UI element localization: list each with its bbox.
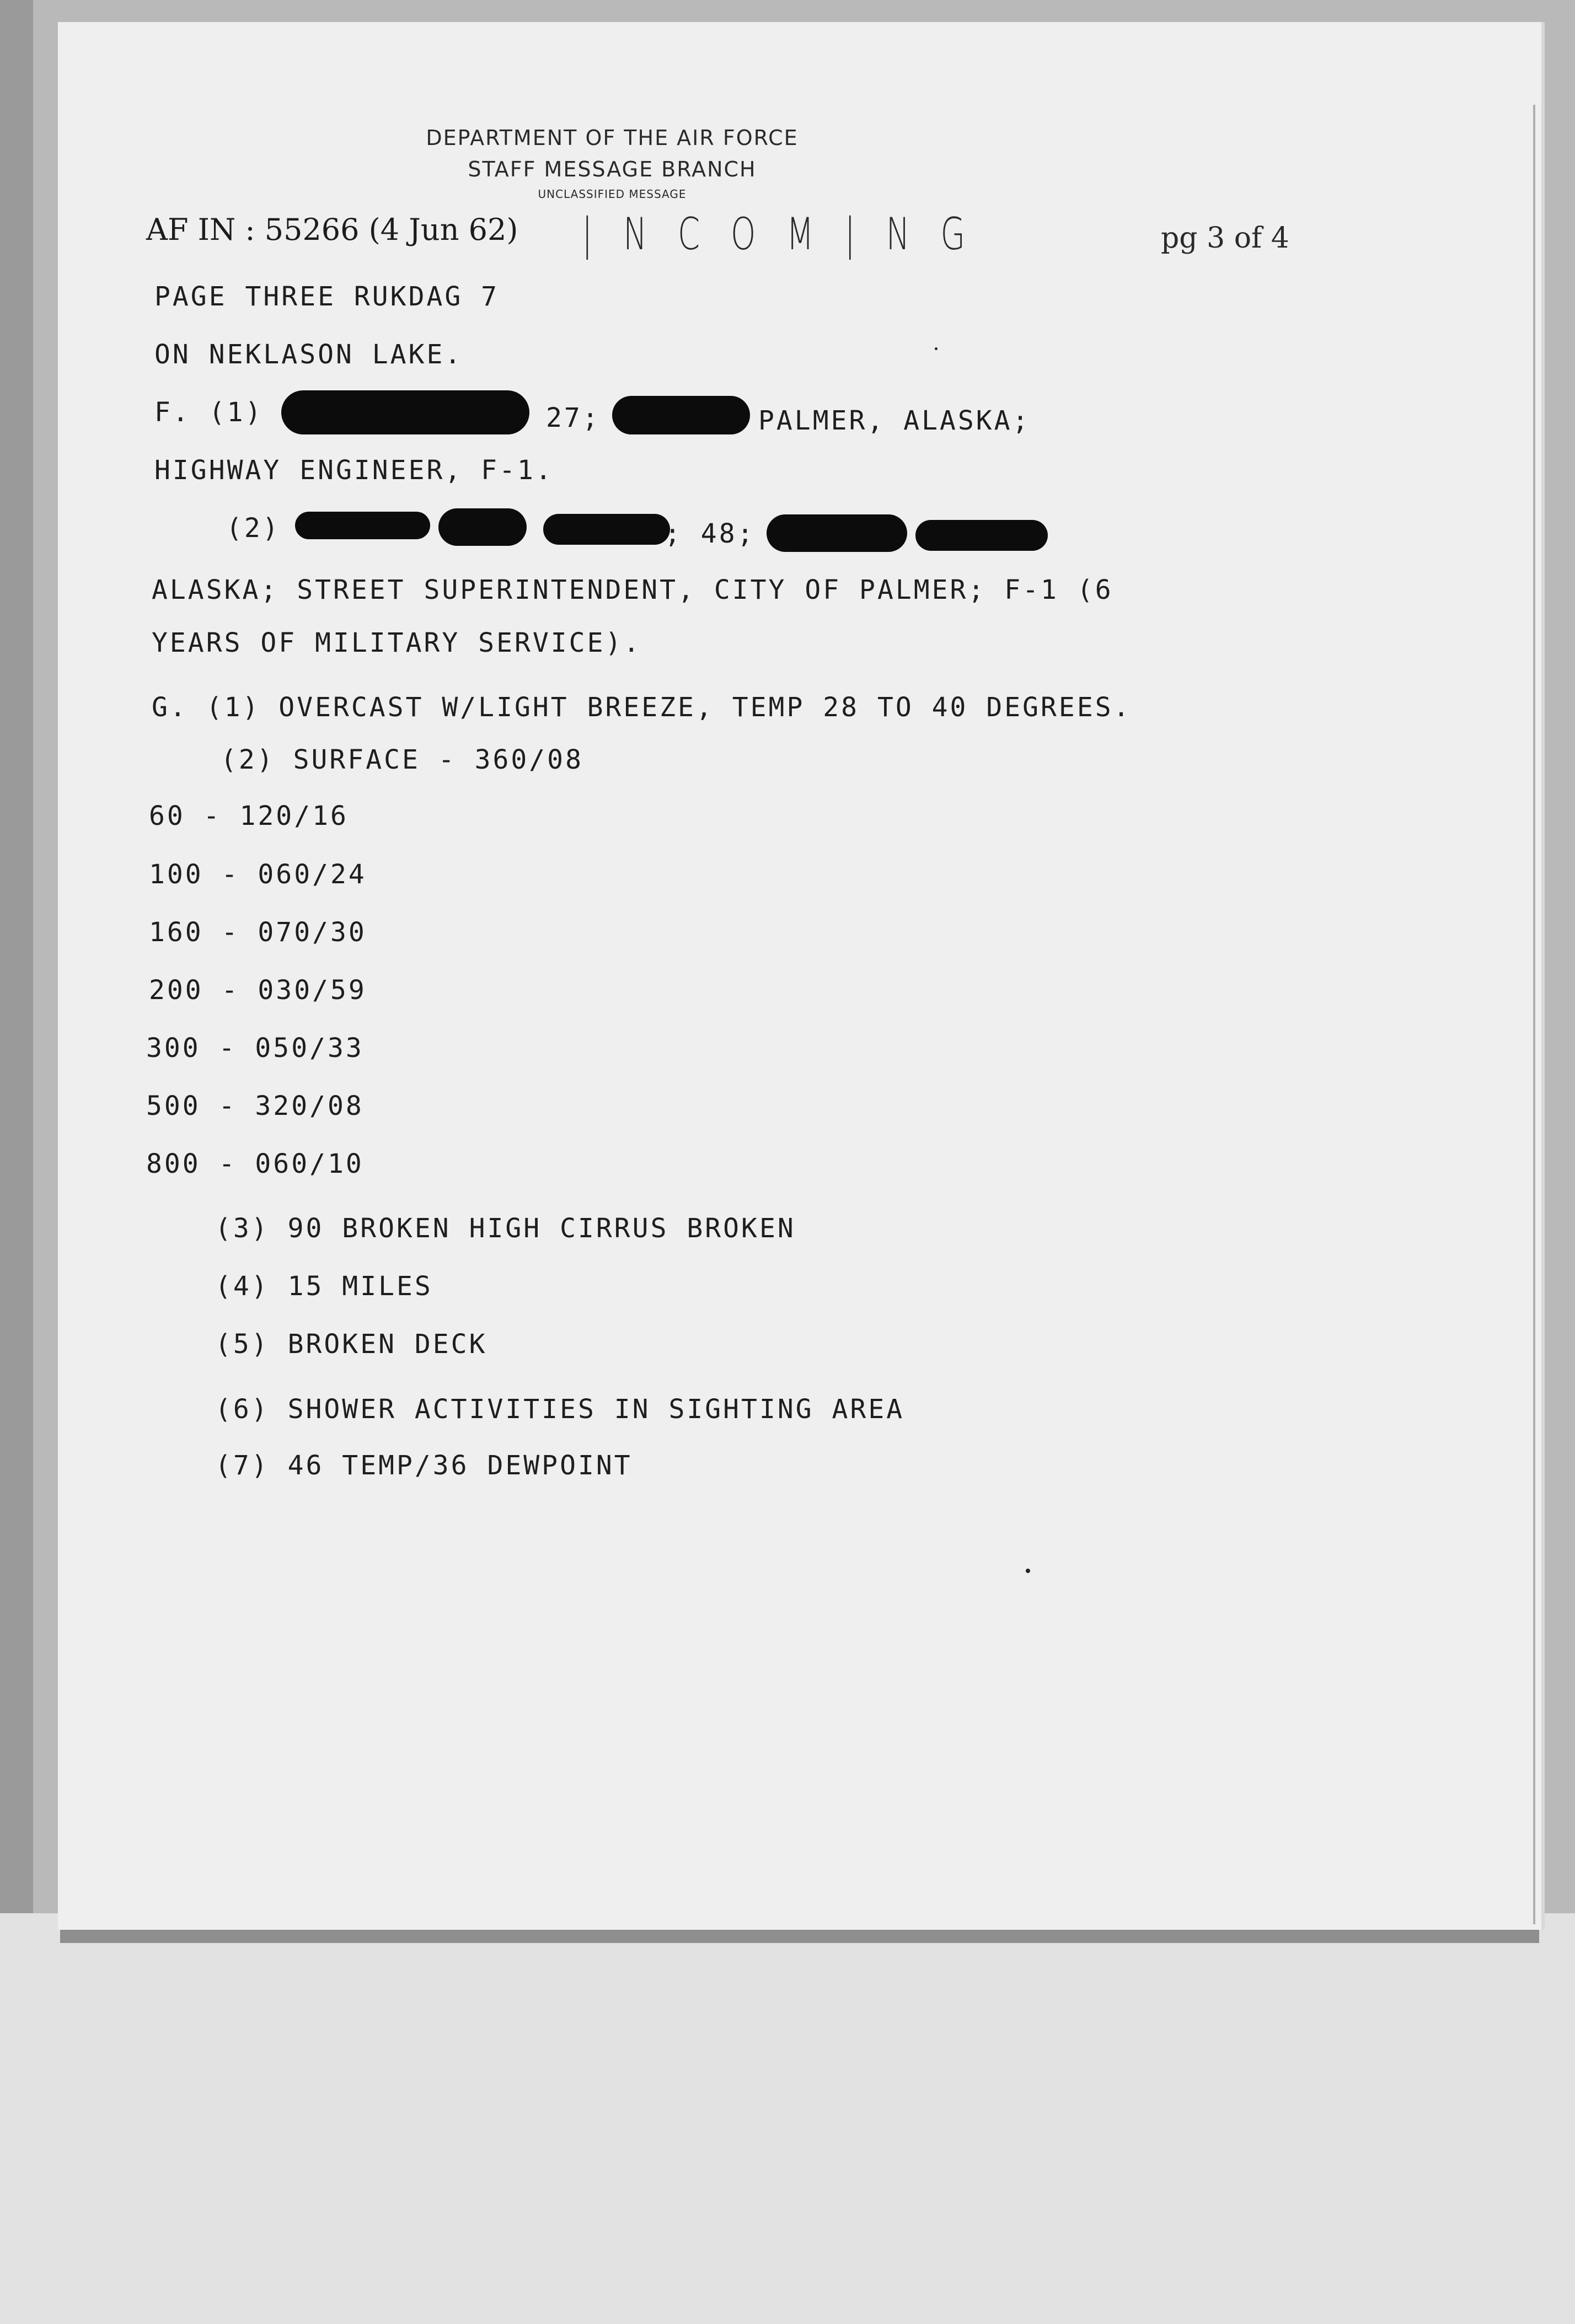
document-page (58, 22, 1541, 1930)
wind-line: 160 - 070/30 (149, 917, 367, 948)
message-line: ALASKA; STREET SUPERINTENDENT, CITY OF PALMER; F-1 (6 (152, 575, 1113, 605)
speck (935, 347, 938, 350)
message-line: (7) 46 TEMP/36 DEWPOINT (215, 1450, 633, 1481)
redaction-mark (281, 390, 529, 434)
message-line: PAGE THREE RUKDAG 7 (154, 281, 500, 312)
wind-line: 60 - 120/16 (149, 801, 349, 831)
speck (1026, 1569, 1030, 1573)
redaction-mark (438, 508, 527, 546)
wind-line: 100 - 060/24 (149, 859, 367, 890)
message-line: PALMER, ALASKA; (758, 405, 1031, 436)
redaction-mark (915, 520, 1048, 551)
message-line: F. (1) (154, 397, 264, 428)
department-heading: DEPARTMENT OF THE AIR FORCE (426, 126, 799, 150)
message-line: YEARS OF MILITARY SERVICE). (152, 627, 642, 658)
page-number: pg 3 of 4 (1161, 222, 1289, 255)
redaction-mark (295, 512, 430, 539)
incoming-stamp: | N C O M | N G (582, 208, 976, 260)
af-in-number: AF IN : 55266 (4 Jun 62) (146, 212, 518, 247)
redaction-mark (767, 514, 907, 552)
wind-line: 300 - 050/33 (146, 1033, 364, 1064)
message-line: 27; (546, 402, 601, 433)
wind-line: 200 - 030/59 (149, 975, 367, 1006)
redaction-mark (543, 514, 670, 545)
wind-line: 800 - 060/10 (146, 1148, 364, 1179)
message-line: G. (1) OVERCAST W/LIGHT BREEZE, TEMP 28 TO 40 DEGREES. (152, 692, 1132, 723)
message-line: (4) 15 MILES (215, 1271, 433, 1302)
page-edge-line (1533, 105, 1535, 1924)
branch-heading: STAFF MESSAGE BRANCH (468, 157, 757, 181)
message-line: ON NEKLASON LAKE. (154, 339, 463, 370)
message-line: ; 48; (665, 518, 756, 549)
message-line: (2) SURFACE - 360/08 (221, 744, 583, 775)
scan-background-lower (0, 1913, 1575, 2324)
message-line: (5) BROKEN DECK (215, 1329, 488, 1360)
scan-left-edge (0, 0, 33, 1913)
wind-line: 500 - 320/08 (146, 1091, 364, 1121)
message-line: (6) SHOWER ACTIVITIES IN SIGHTING AREA (215, 1394, 905, 1425)
message-line: HIGHWAY ENGINEER, F-1. (154, 455, 554, 486)
message-line: (2) (226, 513, 281, 544)
message-line: (3) 90 BROKEN HIGH CIRRUS BROKEN (215, 1213, 796, 1244)
classification-label: UNCLASSIFIED MESSAGE (538, 187, 687, 201)
redaction-mark (612, 396, 750, 434)
